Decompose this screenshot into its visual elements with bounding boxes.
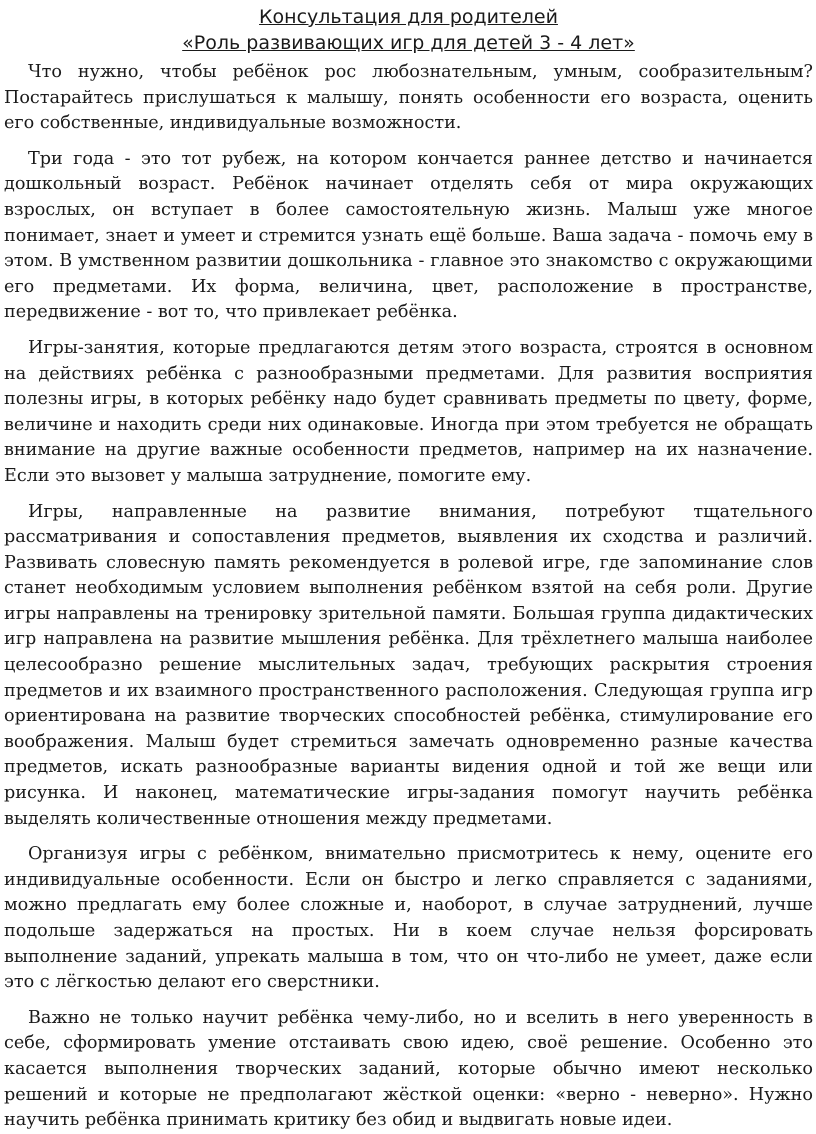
paragraph-4: Игры, направленные на развитие внимания, потребуют тщательного рассматривания и сопоставления предметов, выявления их сходства и различий. Развивать словесную память рекомендуется в ролевой игре, где запоминание слов станет необходимым условием выполнения ребёнком взятой на себя роли. Другие игры направлены на тренировку зрительной памяти. Большая группа дидактических игр направлена на развитие мышления ребёнка. Для трёхлетнего малыша наиболее целесообразно решение мыслительных задач, требующих раскрытия строения предметов и их взаимного пространственного расположения. Следующая группа игр ориентирована на развитие творческих способностей ребёнка, стимулирование его воображения. Малыш будет стремиться замечать одновременно разные качества предметов, искать разнообразные варианты видения одной и той же вещи или рисунка. И наконец, математические игры-задания помогут научить ребёнка выделять количественные отношения между предметами.: [4, 501, 813, 829]
paragraph-5: Организуя игры с ребёнком, внимательно присмотритесь к нему, оцените его индивидуальные особенности. Если он быстро и легко справляется с заданиями, можно предлагать ему более сложные и, наоборот, в случае затруднений, лучше подольше задержаться на простых. Ни в коем случае нельзя форсировать выполнение заданий, упрекать малыша в том, что он что-либо не умеет, даже если это с лёгкостью делают его сверстники.: [4, 844, 813, 993]
paragraph-3: Игры-занятия, которые предлагаются детям этого возраста, строятся в основном на действиях ребёнка с разнообразными предметами. Для развития восприятия полезны игры, в которых ребёнку надо будет сравнивать предметы по цвету, форме, величине и находить среди них одинаковые. Иногда при этом требуется не обращать внимание на другие важные особенности предметов, например на их назначение. Если это вызовет у малыша затруднение, помогите ему.: [4, 337, 813, 486]
paragraph-2: Три года - это тот рубеж, на котором кончается раннее детство и начинается дошкольный возраст. Ребёнок начинает отделять себя от мира окружающих взрослых, он вступает в более самостоятельную жизнь. Малыш уже многое понимает, знает и умеет и стремится узнать ещё больше. Ваша задача - помочь ему в этом. В умственном развитии дошкольника - главное это знакомство с окружающими его предметами. Их форма, величина, цвет, расположение в пространстве, передвижение - вот то, что привлекает ребёнка.: [4, 148, 813, 323]
document-title: [4, 4, 813, 56]
paragraph-6: Важно не только научит ребёнка чему-либо, но и вселить в него уверенность в себе, сформировать умение отстаивать свою идею, своё решение. Особенно это касается выполнения творческих заданий, которые обычно имеют несколько решений и которые не предполагают жёсткой оценки: «верно - неверно». Нужно научить ребёнка принимать критику без обид и выдвигать новые идеи.: [4, 1007, 813, 1131]
title-line-1: Консультация для родителей: [259, 6, 558, 28]
title-line-2: «Роль развивающих игр для детей 3 - 4 лет»: [182, 32, 635, 54]
paragraph-1: Что нужно, чтобы ребёнок рос любознательным, умным, сообразительным? Постарайтесь прислушаться к малышу, понять особенности его возраста, оценить его собственные, индивидуальные возможности.: [4, 62, 813, 134]
